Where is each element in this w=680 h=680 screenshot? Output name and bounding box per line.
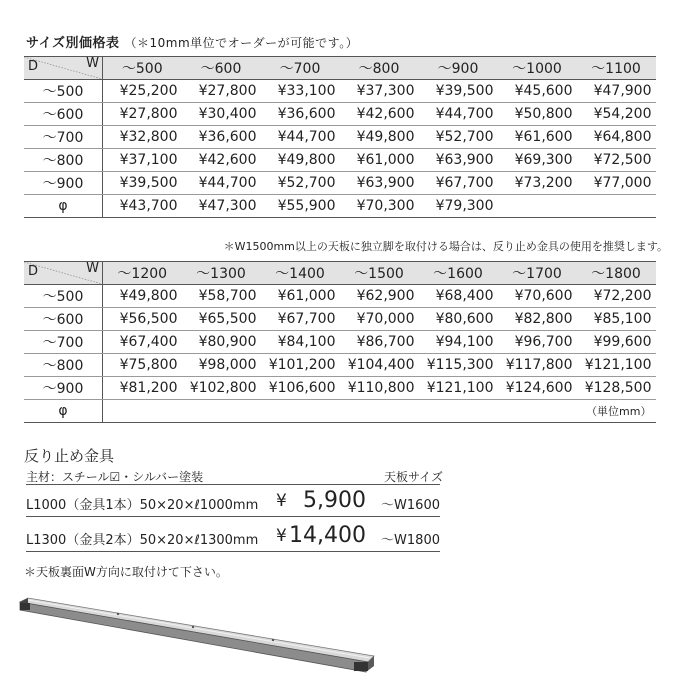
depth-label: ～500 <box>24 285 103 308</box>
price-cell: ¥94,100 <box>419 331 498 354</box>
price-cell: ¥128,500 <box>577 377 656 400</box>
price-cell: ¥61,600 <box>498 126 577 149</box>
table-row <box>24 80 656 103</box>
price-cell: ¥49,800 <box>103 285 182 308</box>
price-table-1 <box>24 56 656 218</box>
price-cell: ¥27,800 <box>103 103 182 126</box>
width-header: ～1700 <box>498 262 577 285</box>
depth-label: ～600 <box>24 308 103 331</box>
price-cell: ¥73,200 <box>498 172 577 195</box>
width-header: ～1500 <box>340 262 419 285</box>
price-cell: ¥25,200 <box>103 80 182 103</box>
price-cell: ¥42,600 <box>182 149 261 172</box>
price-cell: ¥63,900 <box>419 149 498 172</box>
bracket-item <box>26 523 440 552</box>
yen-sign: ¥ <box>276 491 287 511</box>
d-axis-label: D <box>28 264 39 279</box>
price-cell: ¥68,400 <box>419 285 498 308</box>
price-cell: ¥43,700 <box>103 195 182 218</box>
price-cell: ¥121,100 <box>419 377 498 400</box>
title-text: サイズ別価格表 <box>26 36 120 51</box>
depth-label: ～900 <box>24 172 103 195</box>
depth-label: ～500 <box>24 80 103 103</box>
price-cell: ¥61,000 <box>261 285 340 308</box>
price-cell: ¥69,300 <box>498 149 577 172</box>
width-header: ～1000 <box>498 57 577 80</box>
price-cell: ¥37,300 <box>340 80 419 103</box>
table-row <box>24 354 656 377</box>
price-table-2 <box>24 261 656 423</box>
depth-label: φ <box>24 400 103 423</box>
price-cell: ¥65,500 <box>182 308 261 331</box>
price-cell: ¥85,100 <box>577 308 656 331</box>
table-row <box>24 195 656 218</box>
bracket-size: ～W1600 <box>381 498 440 513</box>
price-cell: ¥96,700 <box>498 331 577 354</box>
price-cell: ¥117,800 <box>498 354 577 377</box>
price-cell: ¥49,800 <box>340 126 419 149</box>
table-row <box>24 308 656 331</box>
width-header: ～700 <box>261 57 340 80</box>
price-cell: ¥50,800 <box>498 103 577 126</box>
yen-sign: ¥ <box>276 526 287 546</box>
price-cell: ¥44,700 <box>182 172 261 195</box>
price-cell <box>498 195 577 218</box>
table-row <box>24 172 656 195</box>
price-cell: ¥39,500 <box>419 80 498 103</box>
price-cell: ¥70,600 <box>498 285 577 308</box>
w-axis-label: W <box>86 56 99 71</box>
price-cell: ¥44,700 <box>419 103 498 126</box>
bracket-title: 反り止め金具 <box>24 447 115 465</box>
price-cell: ¥70,300 <box>340 195 419 218</box>
price-cell: ¥36,600 <box>261 103 340 126</box>
bracket-material: 主材：スチール☑・シルバー塗装 <box>26 470 204 484</box>
price-cell: ¥27,800 <box>182 80 261 103</box>
price-cell: ¥80,900 <box>182 331 261 354</box>
table-row <box>24 400 656 423</box>
price-cell: ¥45,600 <box>498 80 577 103</box>
price-cell: ¥104,400 <box>340 354 419 377</box>
depth-label: φ <box>24 195 103 218</box>
price-cell: ¥58,700 <box>182 285 261 308</box>
price-cell: ¥82,800 <box>498 308 577 331</box>
title-note: （＊10mm単位でオーダーが可能です。） <box>124 36 359 50</box>
width-header: ～1200 <box>103 262 182 285</box>
price-cell: ¥72,500 <box>577 149 656 172</box>
price-cell: ¥77,000 <box>577 172 656 195</box>
price-cell: ¥55,900 <box>261 195 340 218</box>
bracket-size: ～W1800 <box>381 533 440 548</box>
price-cell: ¥124,600 <box>498 377 577 400</box>
price-cell: ¥67,400 <box>103 331 182 354</box>
price-cell: ¥80,600 <box>419 308 498 331</box>
width-header: ～1800 <box>577 262 656 285</box>
header-row <box>24 57 656 80</box>
bracket-item <box>26 488 440 517</box>
price-cell: ¥99,600 <box>577 331 656 354</box>
price-cell: ¥56,500 <box>103 308 182 331</box>
unit-label: （単位mm） <box>103 400 656 423</box>
price-cell: ¥64,800 <box>577 126 656 149</box>
depth-label: ～700 <box>24 126 103 149</box>
bracket-footnote: ＊天板裏面W方向に取付けて下さい。 <box>24 565 228 579</box>
price-cell: ¥47,300 <box>182 195 261 218</box>
price-cell: ¥42,600 <box>340 103 419 126</box>
page-title <box>26 32 358 51</box>
d-axis-label: D <box>28 59 39 74</box>
price-cell: ¥37,100 <box>103 149 182 172</box>
table-row <box>24 331 656 354</box>
price-cell: ¥70,000 <box>340 308 419 331</box>
w-axis-label: W <box>86 261 99 276</box>
price-cell: ¥75,800 <box>103 354 182 377</box>
price-cell: ¥98,000 <box>182 354 261 377</box>
width-header: ～600 <box>182 57 261 80</box>
depth-label: ～900 <box>24 377 103 400</box>
price-cell: ¥61,000 <box>340 149 419 172</box>
price-cell: ¥49,800 <box>261 149 340 172</box>
price-cell: ¥36,600 <box>182 126 261 149</box>
width-header: ～800 <box>340 57 419 80</box>
price-cell: ¥39,500 <box>103 172 182 195</box>
width-header: ～1300 <box>182 262 261 285</box>
depth-label: ～800 <box>24 354 103 377</box>
divider <box>26 484 440 485</box>
price-cell: ¥44,700 <box>261 126 340 149</box>
price-cell: ¥32,800 <box>103 126 182 149</box>
depth-label: ～700 <box>24 331 103 354</box>
depth-label: ～800 <box>24 149 103 172</box>
price-cell: ¥101,200 <box>261 354 340 377</box>
price-cell: ¥86,700 <box>340 331 419 354</box>
price-cell <box>577 195 656 218</box>
price-cell: ¥81,200 <box>103 377 182 400</box>
price-cell: ¥30,400 <box>182 103 261 126</box>
price-cell: ¥72,200 <box>577 285 656 308</box>
bracket-price: 14,400 <box>289 523 366 548</box>
table-row <box>24 285 656 308</box>
table-row <box>24 103 656 126</box>
table-row <box>24 126 656 149</box>
width-header: ～500 <box>103 57 182 80</box>
price-cell: ¥33,100 <box>261 80 340 103</box>
depth-label: ～600 <box>24 103 103 126</box>
price-cell: ¥54,200 <box>577 103 656 126</box>
price-cell: ¥106,600 <box>261 377 340 400</box>
w1500-note: ＊W1500mm以上の天板に独立脚を取付ける場合は、反り止め金具の使用を推奨します。 <box>223 240 668 253</box>
bracket-spec: L1300（金具2本）50×20×ℓ1300mm <box>26 533 259 548</box>
width-header: ～900 <box>419 57 498 80</box>
bracket-bar-image <box>18 596 378 676</box>
price-cell: ¥47,900 <box>577 80 656 103</box>
price-cell: ¥62,900 <box>340 285 419 308</box>
price-cell: ¥52,700 <box>261 172 340 195</box>
price-cell: ¥67,700 <box>419 172 498 195</box>
table-row <box>24 149 656 172</box>
width-header: ～1100 <box>577 57 656 80</box>
price-cell: ¥115,300 <box>419 354 498 377</box>
price-cell: ¥63,900 <box>340 172 419 195</box>
price-cell: ¥110,800 <box>340 377 419 400</box>
width-header: ～1600 <box>419 262 498 285</box>
price-cell: ¥84,100 <box>261 331 340 354</box>
diagonal-header <box>24 57 102 79</box>
bracket-spec: L1000（金具1本）50×20×ℓ1000mm <box>26 498 259 513</box>
price-cell: ¥52,700 <box>419 126 498 149</box>
price-cell: ¥67,700 <box>261 308 340 331</box>
price-cell: ¥79,300 <box>419 195 498 218</box>
diagonal-header <box>24 262 102 284</box>
width-header: ～1400 <box>261 262 340 285</box>
price-cell: ¥102,800 <box>182 377 261 400</box>
price-cell: ¥121,100 <box>577 354 656 377</box>
header-row <box>24 262 656 285</box>
bracket-price: 5,900 <box>303 488 366 513</box>
bracket-size-header: 天板サイズ <box>384 470 444 484</box>
table-row <box>24 377 656 400</box>
